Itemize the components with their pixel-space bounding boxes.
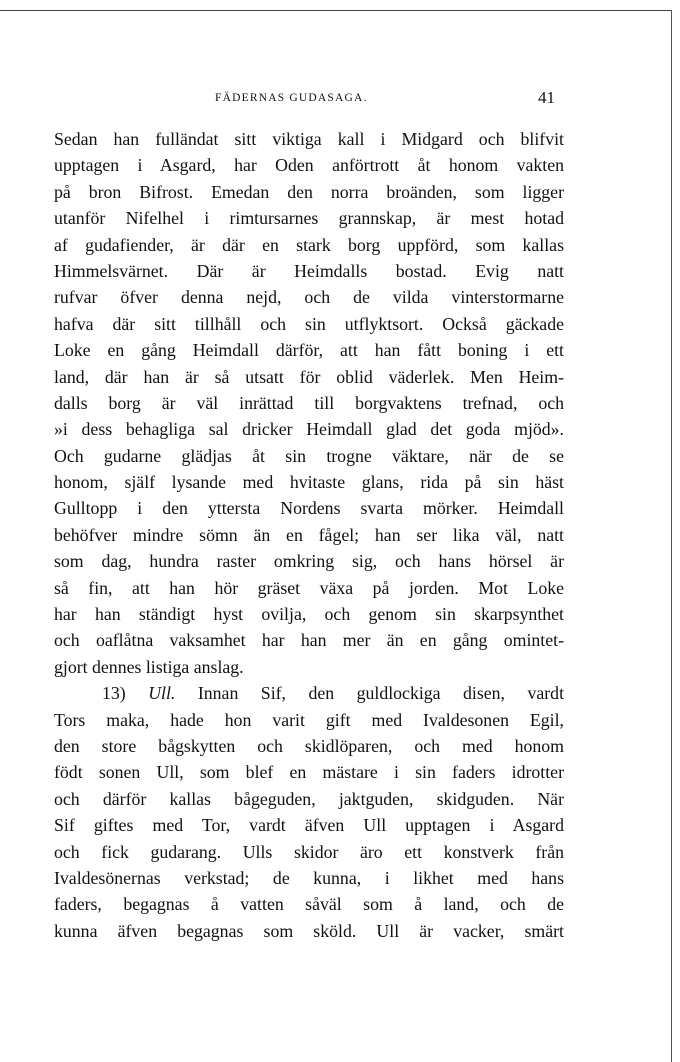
text-line: »i dess behagliga sal dricker Heimdall glad det goda mjöd».	[54, 419, 564, 440]
text-line: af gudafiender, är där en stark borg uppförd, som kallas	[54, 234, 564, 255]
text-line: så fin, att han hör gräset växa på jorden. Mot Loke	[54, 577, 564, 598]
text-line: land, där han är så utsatt för oblid väderlek. Men Heim-	[54, 366, 564, 387]
text-line: och därför kallas bågeguden, jaktguden, skidguden. När	[54, 788, 564, 809]
section-title: Ull.	[148, 683, 176, 704]
text-block	[54, 126, 564, 944]
text-line: har han ständigt hyst ovilja, och genom sin skarpsynthet	[54, 604, 564, 625]
text-line: Sif giftes med Tor, vardt äfven Ull upptagen i Asgard	[54, 815, 564, 836]
text-line: som dag, hundra raster omkring sig, och hans hörsel är	[54, 551, 564, 572]
text-line: behöfver mindre sömn än en fågel; han ser lika väl, natt	[54, 524, 564, 545]
text-line: Och gudarne glädjas åt sin trogne väktare, när de se	[54, 445, 564, 466]
text-line: Sedan han fulländat sitt viktiga kall i Midgard och blifvit	[54, 129, 564, 149]
text-line: kunna äfven begagnas som sköld. Ull är vacker, smärt	[54, 920, 564, 941]
text-line: och oaflåtna vaksamhet har han mer än en gång omintet-	[54, 630, 564, 651]
text-line: Ivaldesönernas verkstad; de kunna, i likhet med hans	[54, 867, 564, 888]
text-line: födt sonen Ull, som blef en mästare i sin faders idrotter	[54, 762, 564, 783]
text-line: Himmelsvärnet. Där är Heimdalls bostad. Evig natt	[54, 260, 564, 281]
section-heading-line	[54, 680, 564, 706]
page-number: 41	[538, 88, 555, 107]
text-line: och fick gudarang. Ulls skidor äro ett konstverk från	[54, 841, 564, 862]
text-line: på bron Bifrost. Emedan den norra broänden, som ligger	[54, 181, 564, 202]
text-line: honom, själf lysande med hvitaste glans, rida på sin häst	[54, 472, 564, 493]
text-line: utanför Nifelhel i rimtursarnes grannskap, är mest hotad	[54, 208, 564, 229]
text-line: Gulltopp i den yttersta Nordens svarta mörker. Heimdall	[54, 498, 564, 519]
text-line: rufvar öfver denna nejd, och de vilda vinterstormarne	[54, 287, 564, 308]
text-line: hafva där sitt tillhåll och sin utflyktsort. Också gäckade	[54, 313, 564, 334]
text-line: dalls borg är väl inrättad till borgvaktens trefnad, och	[54, 392, 564, 413]
text-line: faders, begagnas å vatten såväl som å land, och de	[54, 894, 564, 915]
section-first-line-text: Innan Sif, den guldlockiga disen, vardt	[197, 683, 565, 704]
text-line: Tors maka, hade hon varit gift med Ivaldesonen Egil,	[54, 709, 564, 730]
running-title: FÄDERNAS GUDASAGA.	[215, 92, 368, 104]
text-line: gjort dennes listiga anslag.	[54, 656, 244, 677]
top-rule	[0, 10, 672, 11]
text-line: Loke en gång Heimdall därför, att han fått boning i ett	[54, 340, 564, 361]
page-edge-rule	[671, 10, 672, 1062]
section-number: 13)	[102, 683, 126, 704]
running-head	[0, 88, 680, 112]
text-line: upptagen i Asgard, har Oden anförtrott åt honom vakten	[54, 155, 564, 176]
text-line: den store bågskytten och skidlöparen, och med honom	[54, 735, 564, 756]
